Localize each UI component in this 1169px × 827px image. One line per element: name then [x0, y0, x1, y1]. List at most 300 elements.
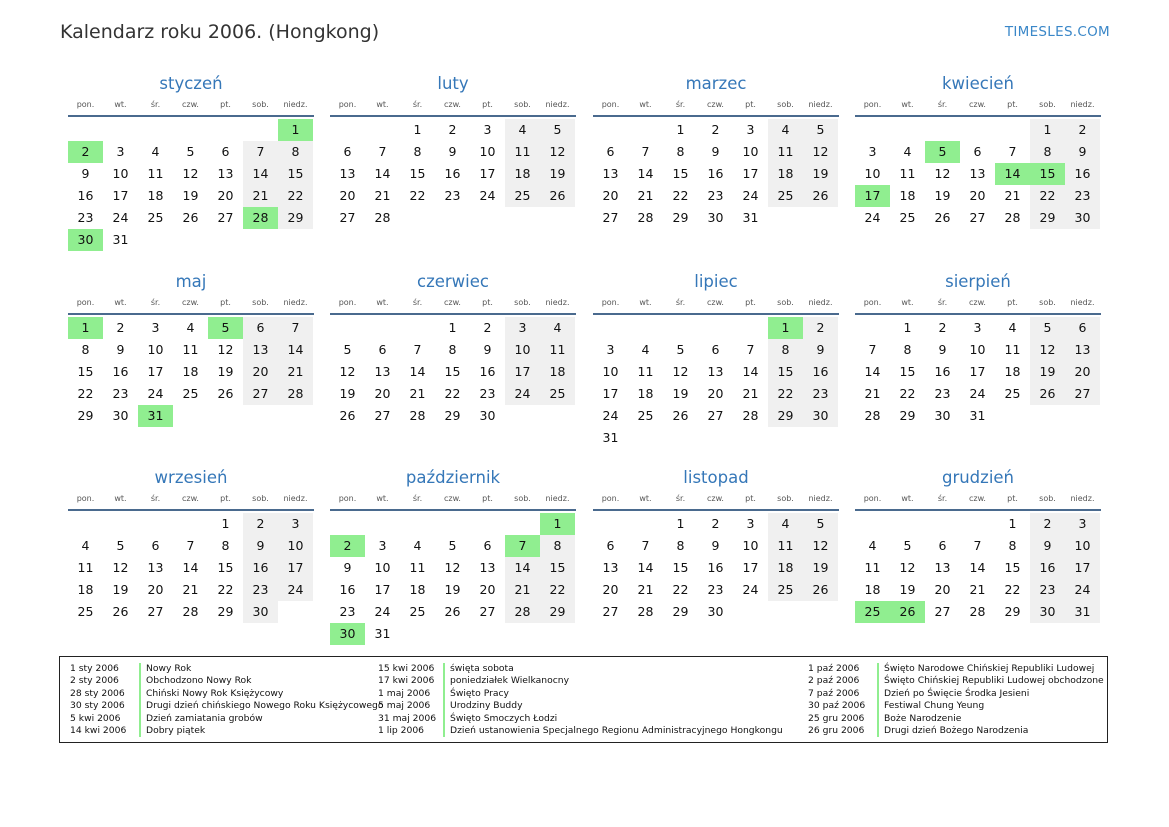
day-cell: 10 — [969, 342, 986, 357]
day-cell: 22 — [217, 582, 234, 597]
day-cell: 28 — [374, 210, 391, 225]
weekday-label: wt. — [376, 494, 389, 503]
day-cell: 16 — [1065, 163, 1100, 185]
day-cell: 30 — [479, 408, 496, 423]
day-cell: 1 — [1008, 516, 1017, 531]
day-cell: 26 — [934, 210, 951, 225]
day-cell: 22 — [77, 386, 94, 401]
weekday-label: wt. — [114, 494, 127, 503]
day-cell: 19 — [672, 386, 689, 401]
day-cell: 18 — [637, 386, 654, 401]
holiday-day-cell: 1 — [278, 119, 313, 141]
day-cell: 14 — [182, 560, 199, 575]
day-cell: 29 — [217, 604, 234, 619]
weekday-label: niedz. — [1070, 494, 1095, 503]
day-cell: 24 — [969, 386, 986, 401]
day-cell: 4 — [641, 342, 650, 357]
day-cell: 9 — [116, 342, 125, 357]
legend-date: 5 maj 2006 — [378, 700, 431, 712]
day-cell: 10 — [479, 144, 496, 159]
day-cell: 24 — [147, 386, 164, 401]
day-cell: 12 — [444, 560, 461, 575]
day-cell: 18 — [77, 582, 94, 597]
day-cell: 24 — [742, 582, 759, 597]
legend-holiday-name: Urodziny Buddy — [443, 700, 523, 712]
day-cell: 10 — [112, 166, 129, 181]
weekday-label: pt. — [745, 100, 756, 109]
day-cell: 23 — [77, 210, 94, 225]
weekday-label: pon. — [338, 100, 357, 109]
day-cell: 6 — [243, 317, 278, 339]
legend-date: 30 sty 2006 — [70, 700, 125, 712]
page-title: Kalendarz roku 2006. (Hongkong) — [60, 21, 380, 43]
day-cell: 6 — [378, 342, 387, 357]
weekday-label: wt. — [901, 494, 914, 503]
day-cell: 14 — [243, 163, 278, 185]
day-cell: 28 — [182, 604, 199, 619]
weekday-label: pt. — [482, 298, 493, 307]
legend-date: 15 kwi 2006 — [378, 663, 435, 674]
day-cell: 7 — [1008, 144, 1017, 159]
month-block — [855, 74, 1101, 229]
day-cell: 17 — [969, 364, 986, 379]
holiday-day-cell: 1 — [68, 317, 103, 339]
day-cell: 25 — [409, 604, 426, 619]
day-cell: 18 — [768, 557, 803, 579]
day-cell: 29 — [444, 408, 461, 423]
day-cell: 30 — [707, 604, 724, 619]
holiday-day-cell: 26 — [890, 601, 925, 623]
day-cell: 5 — [343, 342, 352, 357]
day-cell: 20 — [339, 188, 356, 203]
day-cell: 20 — [243, 361, 278, 383]
day-cell: 8 — [81, 342, 90, 357]
day-cell: 4 — [540, 317, 575, 339]
day-cell: 9 — [938, 342, 947, 357]
day-cell: 5 — [803, 513, 838, 535]
day-cell: 3 — [505, 317, 540, 339]
day-cell: 4 — [768, 513, 803, 535]
day-cell: 28 — [1004, 210, 1021, 225]
holiday-day-cell: 14 — [995, 163, 1030, 185]
day-cell: 22 — [540, 579, 575, 601]
weekday-label: sob. — [1039, 100, 1056, 109]
day-cell: 7 — [973, 538, 982, 553]
weekday-label: czw. — [444, 100, 461, 109]
day-cell: 26 — [1030, 383, 1065, 405]
weekday-label: wt. — [376, 298, 389, 307]
day-cell: 28 — [742, 408, 759, 423]
day-cell: 16 — [112, 364, 129, 379]
day-cell: 10 — [602, 364, 619, 379]
legend-row — [808, 663, 1104, 675]
weekday-label: śr. — [150, 100, 161, 109]
day-cell: 31 — [742, 210, 759, 225]
day-cell: 27 — [602, 210, 619, 225]
weekday-label: niedz. — [1070, 100, 1095, 109]
day-cell: 14 — [505, 557, 540, 579]
legend-date: 2 sty 2006 — [70, 675, 119, 687]
day-grid — [330, 317, 576, 427]
day-cell: 10 — [742, 538, 759, 553]
day-cell: 14 — [637, 166, 654, 181]
weekday-label: pt. — [220, 298, 231, 307]
day-cell: 12 — [803, 141, 838, 163]
day-cell: 22 — [444, 386, 461, 401]
day-cell: 21 — [374, 188, 391, 203]
weekday-label: sob. — [514, 298, 531, 307]
day-cell: 25 — [899, 210, 916, 225]
day-cell: 4 — [81, 538, 90, 553]
day-cell: 19 — [1030, 361, 1065, 383]
day-cell: 8 — [413, 144, 422, 159]
day-cell: 22 — [278, 185, 313, 207]
legend-holiday-name: Obchodzono Nowy Rok — [139, 675, 251, 687]
weekday-label: wt. — [639, 298, 652, 307]
weekday-label: śr. — [150, 298, 161, 307]
day-cell: 8 — [221, 538, 230, 553]
weekday-label: niedz. — [1070, 298, 1095, 307]
day-cell: 4 — [413, 538, 422, 553]
legend-holiday-name: Dzień zamiatania grobów — [139, 713, 263, 725]
day-cell: 24 — [742, 188, 759, 203]
day-cell: 18 — [409, 582, 426, 597]
day-cell: 17 — [374, 582, 391, 597]
day-cell: 20 — [969, 188, 986, 203]
day-cell: 12 — [217, 342, 234, 357]
day-cell: 25 — [768, 185, 803, 207]
day-cell: 9 — [1030, 535, 1065, 557]
weekday-label: sob. — [252, 298, 269, 307]
day-cell: 3 — [606, 342, 615, 357]
legend-date: 1 sty 2006 — [70, 663, 119, 674]
day-cell: 26 — [112, 604, 129, 619]
legend-date: 30 paź 2006 — [808, 700, 866, 712]
legend-holiday-name: Boże Narodzenie — [877, 713, 961, 725]
legend-holiday-name: Święto Narodowe Chińskiej Republiki Ludowej — [877, 663, 1094, 675]
day-cell: 21 — [637, 188, 654, 203]
day-cell: 12 — [112, 560, 129, 575]
day-cell: 16 — [479, 364, 496, 379]
day-cell: 13 — [217, 166, 234, 181]
day-cell: 29 — [899, 408, 916, 423]
weekday-label: śr. — [675, 100, 686, 109]
day-cell: 11 — [540, 339, 575, 361]
day-cell: 15 — [1004, 560, 1021, 575]
day-cell: 23 — [243, 579, 278, 601]
day-cell: 1 — [903, 320, 912, 335]
legend-row — [808, 700, 1104, 712]
holiday-day-cell: 31 — [138, 405, 173, 427]
day-cell: 16 — [707, 166, 724, 181]
day-cell: 15 — [540, 557, 575, 579]
holiday-day-cell: 1 — [540, 513, 575, 535]
day-cell: 10 — [278, 535, 313, 557]
legend-row — [70, 700, 384, 712]
legend-row — [378, 688, 783, 700]
legend-row — [70, 688, 384, 700]
legend-holiday-name: Nowy Rok — [139, 663, 191, 675]
day-cell: 18 — [540, 361, 575, 383]
day-cell: 7 — [413, 342, 422, 357]
month-block — [593, 468, 839, 623]
day-cell: 6 — [221, 144, 230, 159]
day-cell: 3 — [151, 320, 160, 335]
day-cell: 4 — [505, 119, 540, 141]
day-cell: 16 — [803, 361, 838, 383]
day-cell: 27 — [602, 604, 619, 619]
day-cell: 24 — [479, 188, 496, 203]
weekday-header — [330, 296, 576, 315]
month-name: styczeń — [159, 74, 223, 93]
day-cell: 28 — [278, 383, 313, 405]
day-cell: 30 — [803, 405, 838, 427]
day-cell: 23 — [339, 604, 356, 619]
day-cell: 11 — [147, 166, 164, 181]
month-name: luty — [437, 74, 469, 93]
legend-date: 17 kwi 2006 — [378, 675, 435, 687]
day-cell: 27 — [243, 383, 278, 405]
month-name: listopad — [683, 468, 749, 487]
day-cell: 31 — [374, 626, 391, 641]
day-cell: 23 — [934, 386, 951, 401]
day-cell: 12 — [803, 535, 838, 557]
day-cell: 28 — [505, 601, 540, 623]
weekday-label: pt. — [1007, 100, 1018, 109]
day-cell: 22 — [1030, 185, 1065, 207]
day-cell: 12 — [540, 141, 575, 163]
holiday-day-cell: 30 — [330, 623, 365, 645]
day-cell: 23 — [1065, 185, 1100, 207]
day-cell: 2 — [1065, 119, 1100, 141]
day-cell: 13 — [934, 560, 951, 575]
day-cell: 14 — [637, 560, 654, 575]
day-cell: 13 — [479, 560, 496, 575]
day-cell: 10 — [864, 166, 881, 181]
day-cell: 8 — [1030, 141, 1065, 163]
day-cell: 28 — [637, 210, 654, 225]
day-cell: 19 — [803, 557, 838, 579]
holiday-day-cell: 5 — [208, 317, 243, 339]
day-cell: 9 — [803, 339, 838, 361]
day-cell: 11 — [899, 166, 916, 181]
day-cell: 17 — [112, 188, 129, 203]
weekday-label: śr. — [675, 298, 686, 307]
weekday-header — [68, 98, 314, 117]
day-cell: 6 — [711, 342, 720, 357]
day-cell: 8 — [448, 342, 457, 357]
weekday-header — [855, 492, 1101, 511]
legend-holiday-name: Dzień po Święcie Środka Jesieni — [877, 688, 1029, 700]
day-cell: 27 — [339, 210, 356, 225]
day-grid — [593, 513, 839, 623]
day-cell: 7 — [278, 317, 313, 339]
weekday-label: wt. — [639, 100, 652, 109]
weekday-label: pt. — [745, 298, 756, 307]
weekday-label: śr. — [937, 100, 948, 109]
day-cell: 18 — [899, 188, 916, 203]
day-cell: 24 — [278, 579, 313, 601]
day-grid — [593, 317, 839, 449]
legend-row — [70, 675, 384, 687]
day-cell: 19 — [339, 386, 356, 401]
day-cell: 27 — [969, 210, 986, 225]
day-cell: 19 — [182, 188, 199, 203]
weekday-label: pt. — [1007, 298, 1018, 307]
weekday-label: śr. — [937, 298, 948, 307]
weekday-label: czw. — [182, 100, 199, 109]
weekday-label: sob. — [777, 494, 794, 503]
day-cell: 12 — [899, 560, 916, 575]
day-cell: 7 — [243, 141, 278, 163]
legend-holiday-name: Drugi dzień Bożego Narodzenia — [877, 725, 1028, 737]
day-cell: 16 — [77, 188, 94, 203]
legend-holiday-name: Święto Smoczych Łodzi — [443, 713, 557, 725]
holiday-day-cell: 5 — [925, 141, 960, 163]
day-grid — [855, 317, 1101, 427]
weekday-label: sob. — [1039, 298, 1056, 307]
day-cell: 11 — [409, 560, 426, 575]
day-cell: 29 — [672, 210, 689, 225]
weekday-label: pon. — [76, 298, 95, 307]
day-cell: 1 — [676, 122, 685, 137]
month-block — [330, 468, 576, 645]
day-cell: 25 — [768, 579, 803, 601]
day-cell: 18 — [1004, 364, 1021, 379]
day-cell: 13 — [969, 166, 986, 181]
day-cell: 23 — [803, 383, 838, 405]
holiday-day-cell: 7 — [505, 535, 540, 557]
day-cell: 12 — [672, 364, 689, 379]
day-cell: 13 — [339, 166, 356, 181]
day-cell: 25 — [182, 386, 199, 401]
day-cell: 2 — [483, 320, 492, 335]
weekday-label: pon. — [338, 494, 357, 503]
day-cell: 21 — [182, 582, 199, 597]
legend-holiday-name: Dobry piątek — [139, 725, 205, 737]
day-cell: 2 — [711, 122, 720, 137]
day-cell: 15 — [899, 364, 916, 379]
day-cell: 6 — [973, 144, 982, 159]
day-cell: 4 — [186, 320, 195, 335]
day-cell: 29 — [768, 405, 803, 427]
day-cell: 3 — [378, 538, 387, 553]
day-cell: 11 — [864, 560, 881, 575]
day-cell: 27 — [934, 604, 951, 619]
day-cell: 7 — [641, 538, 650, 553]
day-cell: 19 — [444, 582, 461, 597]
weekday-label: czw. — [182, 494, 199, 503]
legend-holiday-name: Chiński Nowy Rok Księżycowy — [139, 688, 283, 700]
weekday-label: pon. — [76, 100, 95, 109]
day-cell: 4 — [1008, 320, 1017, 335]
day-cell: 12 — [339, 364, 356, 379]
month-block — [855, 468, 1101, 623]
legend-holiday-name: święta sobota — [443, 663, 514, 675]
weekday-label: czw. — [707, 494, 724, 503]
day-cell: 24 — [1065, 579, 1100, 601]
day-cell: 6 — [606, 144, 615, 159]
day-cell: 21 — [864, 386, 881, 401]
day-cell: 25 — [637, 408, 654, 423]
legend-holiday-name: Drugi dzień chińskiego Nowego Roku Księżycowego — [139, 700, 384, 712]
day-cell: 20 — [479, 582, 496, 597]
weekday-label: czw. — [969, 298, 986, 307]
day-cell: 14 — [374, 166, 391, 181]
month-name: lipiec — [694, 272, 738, 291]
weekday-header — [855, 98, 1101, 117]
day-cell: 27 — [217, 210, 234, 225]
day-cell: 2 — [448, 122, 457, 137]
day-cell: 23 — [479, 386, 496, 401]
weekday-label: sob. — [252, 100, 269, 109]
legend-date: 1 paź 2006 — [808, 663, 860, 674]
weekday-header — [68, 296, 314, 315]
day-cell: 10 — [374, 560, 391, 575]
legend-row — [70, 713, 384, 725]
day-cell: 20 — [707, 386, 724, 401]
day-cell: 22 — [409, 188, 426, 203]
day-cell: 17 — [742, 560, 759, 575]
legend-row — [808, 688, 1104, 700]
day-cell: 2 — [803, 317, 838, 339]
day-cell: 17 — [505, 361, 540, 383]
legend-holiday-name: poniedziałek Wielkanocny — [443, 675, 569, 687]
day-cell: 29 — [672, 604, 689, 619]
month-name: marzec — [685, 74, 747, 93]
day-cell: 27 — [479, 604, 496, 619]
day-cell: 23 — [444, 188, 461, 203]
day-cell: 12 — [182, 166, 199, 181]
weekday-label: sob. — [777, 298, 794, 307]
day-cell: 20 — [602, 188, 619, 203]
weekday-label: czw. — [444, 494, 461, 503]
holiday-day-cell: 17 — [855, 185, 890, 207]
day-cell: 21 — [1004, 188, 1021, 203]
day-cell: 27 — [147, 604, 164, 619]
weekday-label: czw. — [707, 298, 724, 307]
legend-date: 7 paź 2006 — [808, 687, 860, 699]
month-block — [855, 272, 1101, 427]
day-cell: 26 — [803, 579, 838, 601]
weekday-label: wt. — [639, 494, 652, 503]
weekday-label: niedz. — [283, 494, 308, 503]
day-cell: 14 — [864, 364, 881, 379]
weekday-label: pt. — [745, 494, 756, 503]
legend-row — [378, 663, 783, 675]
day-cell: 31 — [969, 408, 986, 423]
day-cell: 29 — [540, 601, 575, 623]
weekday-label: pon. — [76, 494, 95, 503]
day-cell: 19 — [803, 163, 838, 185]
weekday-label: pon. — [338, 298, 357, 307]
day-cell: 20 — [147, 582, 164, 597]
month-block — [68, 74, 314, 251]
weekday-label: śr. — [675, 494, 686, 503]
day-cell: 1 — [1030, 119, 1065, 141]
brand-link[interactable]: TIMESLES.COM — [1004, 24, 1110, 40]
weekday-label: sob. — [1039, 494, 1056, 503]
legend-row — [378, 713, 783, 725]
day-cell: 11 — [768, 141, 803, 163]
weekday-label: niedz. — [808, 298, 833, 307]
weekday-label: czw. — [969, 494, 986, 503]
legend-date: 26 gru 2006 — [808, 724, 865, 736]
legend-date: 1 lip 2006 — [378, 724, 425, 736]
day-cell: 26 — [339, 408, 356, 423]
weekday-label: śr. — [412, 494, 423, 503]
day-cell: 21 — [969, 582, 986, 597]
